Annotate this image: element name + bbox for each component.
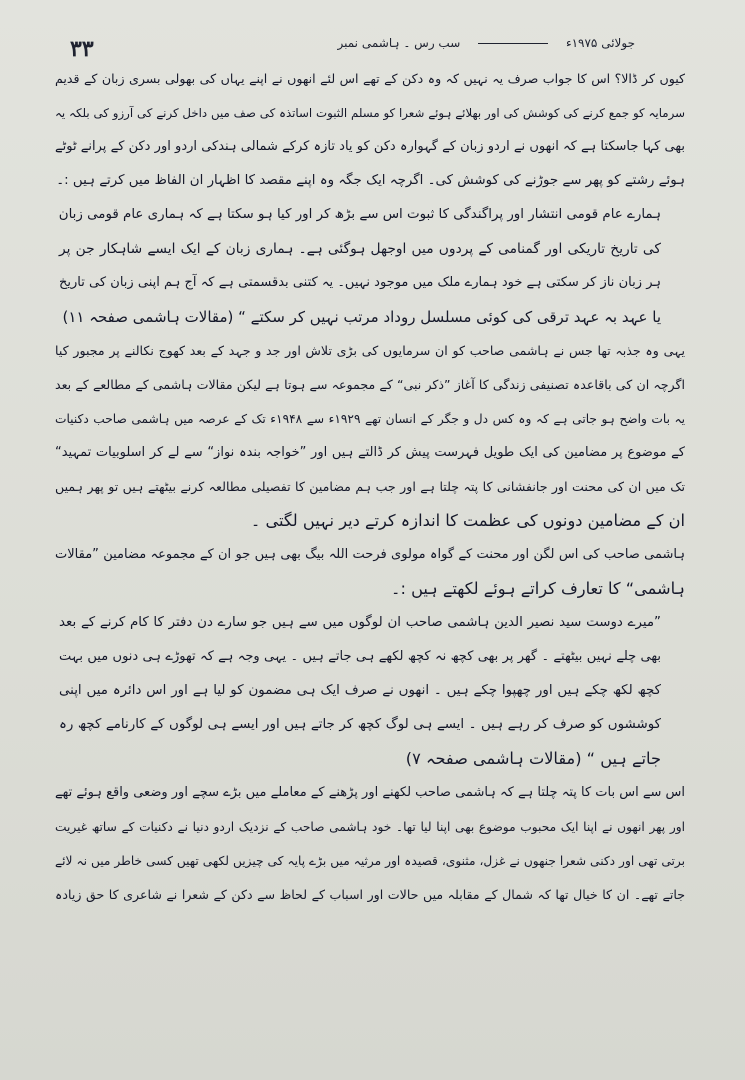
quote-line: یا عہد بہ عہد ترقی کی کوئی مسلسل روداد مرتب نہیں کر سکتے “ (مقالات ہاشمی صفحہ ۱۱) (62, 308, 661, 326)
text-line: بھی کہا جاسکتا ہے کہ انھوں نے اردو زبان کے گہوارہ دکن کو یاد تازہ کرکے شمالی ہندکی اردو اور دکن کے پرانے ٹوٹے (55, 139, 685, 154)
text-line: کے موضوع پر مضامین کی ایک طویل فہرست پیش کر ڈالتے ہیں اور ”خواجہ بندہ نواز“ سے لے کر اسلوبیات تمہید“ (55, 445, 685, 460)
text-line: اور پھر انھوں نے اپنا ایک محبوب موضوع بھی اپنا لیا تھا۔ خود ہاشمی صاحب کے نزدیک اردو دنیا نے دکنیات کے ساتھ غیریت (55, 820, 685, 834)
text-line: ہاشمی“ کا تعارف کراتے ہوئے لکھتے ہیں :۔ (390, 579, 685, 598)
text-line: یہ بات واضح ہو جاتی ہے کہ وہ کس دل و جگر کے انسان تھے ۱۹۲۹ء سے ۱۹۴۸ء تک کے عرصہ میں ہاشمی صاحب دکنیات (55, 412, 685, 426)
quote-line: بھی چلے نہیں بیٹھتے ۔ گھر پر بھی کچھ نہ کچھ لکھے ہی جاتے ہیں ۔ یہی وجہ ہے کہ تھوڑے ہی دنوں میں بہت (59, 649, 661, 664)
running-head-issue: جولائی ۱۹۷۵ء (565, 36, 635, 50)
text-line: برتی تھی اور دکنی شعرا جنھوں نے غزل، مثنوی، قصیدہ اور مرثیہ میں بڑے پایہ کی چیزیں لکھی تھیں کسی خاطر میں نہ لائے (55, 854, 685, 868)
text-line: کیوں کر ڈالا؟ اس کا جواب صرف یہ نہیں کہ وہ دکن کے تھے اس لئے انھوں نے اپنے یہاں کی بھولی بسری زبان کے قدیم (55, 71, 685, 86)
quote-line: کی تاریخ تاریکی اور گمنامی کے پردوں میں اوجھل ہوگئی ہے۔ ہماری زبان کے ایک ایسے شاہکار جن پر (59, 241, 661, 257)
text-line: ہاشمی صاحب کی اس لگن اور محنت کے گواہ مولوی فرحت اللہ بیگ بھی ہیں جو ان کے مجموعہ مضامین ”مقالات (55, 547, 685, 562)
text-line: سرمایہ کو جمع کرنے کی کوشش کی اور بھلائے ہوئے شعرا کو مسلم الثبوت اساتذہ کی صف میں داخل کرنے کی آرزو کی بلکہ یہ (55, 106, 685, 120)
article-body (55, 62, 685, 912)
text-line: اگرچہ ان کی باقاعدہ تصنیفی زندگی کا آغاز ”ذکر نبی“ کے مجموعہ سے ہوتا ہے لیکن مقالات ہاشمی کے مطالعے کے بعد (55, 377, 685, 392)
quote-line: جاتے ہیں “ (مقالات ہاشمی صفحہ ۷) (405, 749, 661, 768)
text-line: تک میں ان کی محنت اور جانفشانی کا پتہ چلتا ہے اور جب ہم مضامین کا تفصیلی مطالعہ کرنے بیٹھتے ہیں تو پھر ہمیں (55, 479, 685, 494)
running-head (324, 36, 636, 50)
quote-line: ہر زبان ناز کر سکتی ہے خود ہمارے ملک میں موجود نہیں۔ یہ کتنی بدقسمتی ہے کہ آج ہم اپنی زبان کی تاریخ (59, 275, 661, 290)
running-head-title: سب رس ۔ ہاشمی نمبر (337, 36, 461, 50)
running-head-rule (478, 43, 548, 44)
quote-line: کچھ لکھ چکے ہیں اور چھپوا چکے ہیں ۔ انھوں نے صرف ایک ہی مضمون کو لیا ہے اور اس دائرہ میں اپنی (59, 683, 661, 698)
text-line: ان کے مضامین دونوں کی عظمت کا اندازہ کرتے دیر نہیں لگتی ۔ (250, 511, 685, 530)
text-line: یہی وہ جذبہ تھا جس نے ہاشمی صاحب کو ان سرمایوں کی بڑی تلاش اور جد و جہد کے بعد کھوج نکالنے پر مجبور کیا (55, 343, 685, 358)
quote-line: کوششوں کو صرف کر رہے ہیں ۔ ایسے ہی لوگ کچھ کر جاتے ہیں اور ایسے ہی لوگوں کے کارنامے کچھ رہ (59, 717, 661, 732)
quote-line: ہمارے عام قومی انتشار اور پراگندگی کا ثبوت اس سے بڑھ کر اور کیا ہو سکتا ہے کہ ہماری عام قومی زبان (58, 207, 661, 222)
text-line: جاتے تھے۔ ان کا خیال تھا کہ شمال کے مقابلہ میں حالات اور اسباب کے لحاظ سے دکن کے شعرا نے شاعری کا حق زیادہ (55, 887, 685, 902)
quote-line: ”میرے دوست سید نصیر الدین ہاشمی صاحب ان لوگوں میں سے ہیں جو سارے دن دفتر کا کام کرنے کے بعد (59, 615, 661, 630)
page-number: ۳۳ (70, 36, 94, 62)
text-line: ہوئے رشتے کو پھر سے جوڑنے کی کوشش کی۔ اگرچہ ایک جگہ وہ اپنے مقصد کا اظہار ان الفاظ میں کرتے ہیں :۔ (56, 173, 685, 188)
text-line: اس سے اس بات کا پتہ چلتا ہے کہ ہاشمی صاحب لکھنے اور پڑھنے کے معاملے میں بڑے سچے اور وضعی واقع ہوئے تھے (55, 785, 685, 800)
